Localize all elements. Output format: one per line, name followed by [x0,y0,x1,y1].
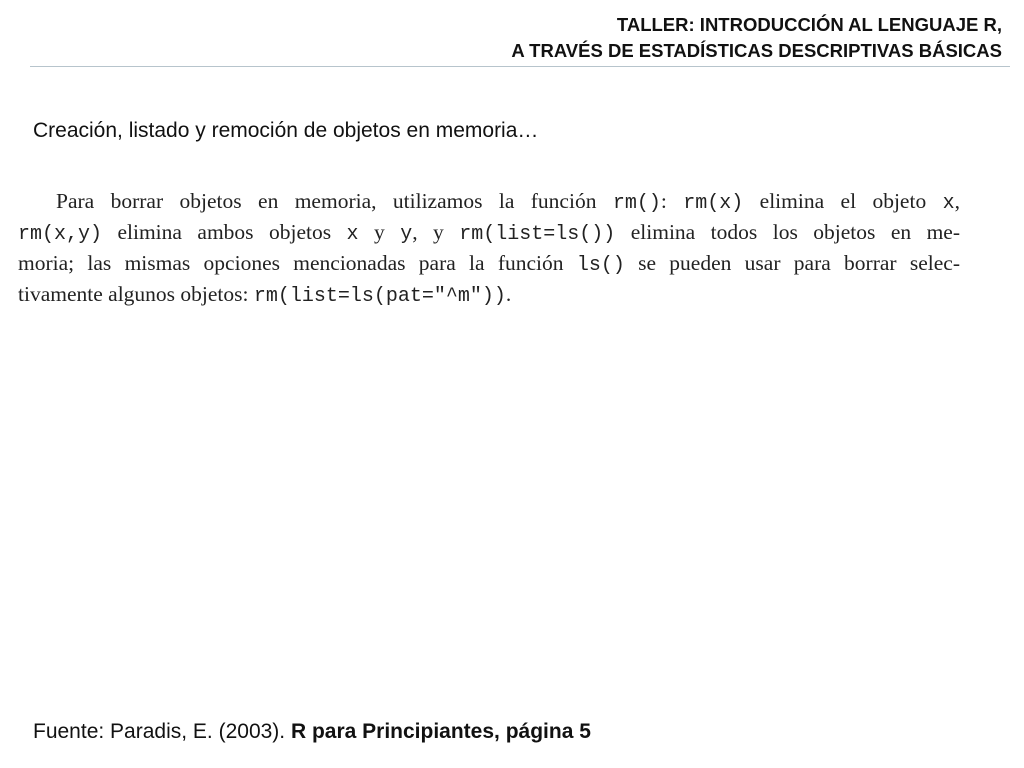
source-title: R para Principiantes, página 5 [290,720,591,743]
code-x: x [346,223,359,246]
excerpt-line-3 [18,248,960,279]
code-y: y [400,223,413,246]
excerpt-text: tivamente algunos objetos: [18,282,254,306]
header-divider [30,66,1010,67]
source-citation [33,720,591,744]
excerpt-text: : [660,189,684,213]
excerpt-text: elimina el objeto [743,189,943,213]
slide-title: Creación, listado y remoción de objetos en memoria… [33,119,539,142]
excerpt-text: , [954,189,960,213]
course-header-line1: TALLER: INTRODUCCIÓN AL LENGUAJE R, [616,14,1002,35]
excerpt-text: elimina todos los objetos en me- [615,220,960,244]
code-rm-list-ls: rm(list=ls()) [459,223,616,246]
excerpt-line-2 [18,217,960,248]
excerpt-text: y [358,220,401,244]
excerpt-text: , y [412,220,460,244]
excerpt-text: moria; las mismas opciones mencionadas para la función [18,251,577,275]
excerpt-text: . [505,282,512,306]
code-rm-pattern: rm(list=ls(pat="^m")) [253,285,506,308]
course-header-line2: A TRAVÉS DE ESTADÍSTICAS DESCRIPTIVAS BÁSICAS [511,40,1002,61]
excerpt-line-4 [18,279,960,310]
source-prefix: Fuente: Paradis, E. (2003). [33,720,291,743]
code-rm-x: rm(x) [683,192,744,215]
excerpt-text: se pueden usar para borrar selec- [624,251,960,275]
excerpt-text: elimina ambos objetos [102,220,347,244]
excerpt-text: Para borrar objetos en memoria, utilizamos la función [56,189,613,213]
code-rm-xy: rm(x,y) [18,223,103,246]
course-header [511,12,1002,64]
code-rm: rm() [612,192,661,215]
code-ls: ls() [576,254,625,277]
excerpt-line-1 [18,186,960,217]
book-excerpt [18,186,960,310]
code-x: x [942,192,955,215]
